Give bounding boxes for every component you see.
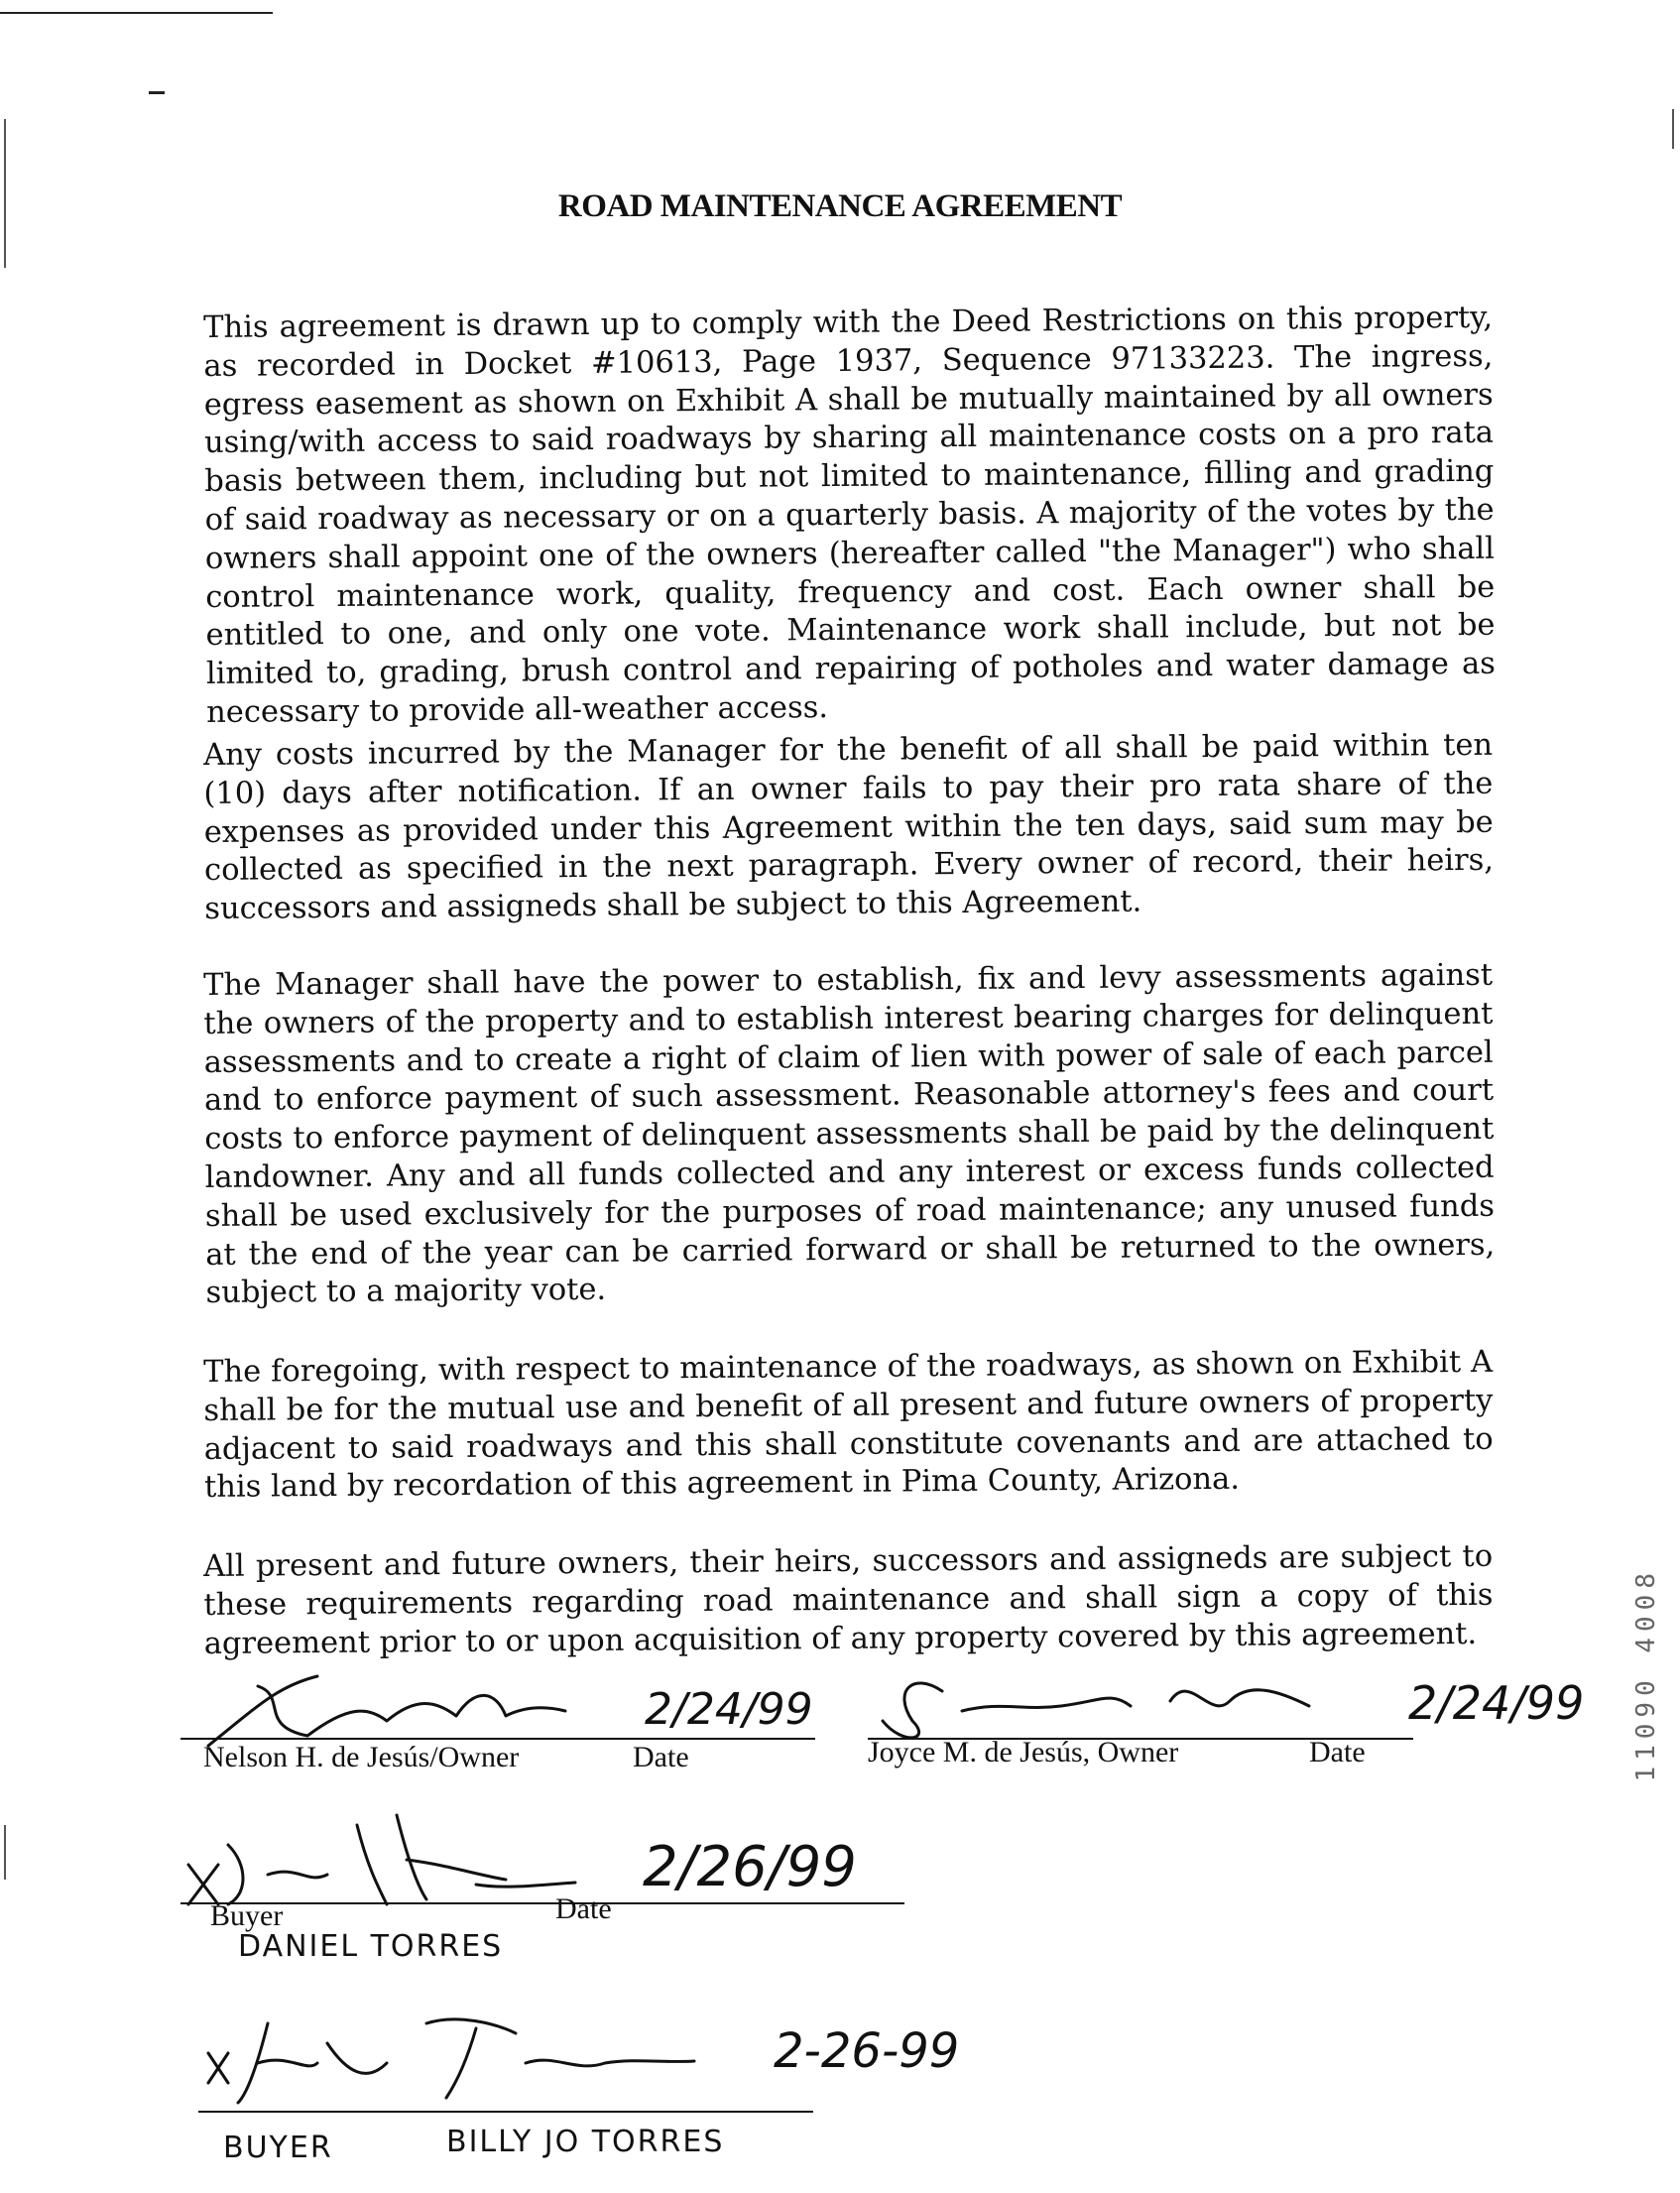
scan-right-mark bbox=[1672, 109, 1674, 149]
scan-dash bbox=[149, 91, 165, 94]
label-buyer1: Buyer bbox=[210, 1899, 284, 1932]
recording-stamp-text: 11090 4008 bbox=[1631, 1567, 1661, 1782]
label-owner1-date: Date bbox=[633, 1741, 689, 1773]
handwritten-name-buyer1: DANIEL TORRES bbox=[238, 1929, 504, 1964]
scan-top-rule bbox=[0, 12, 273, 14]
signature-line-buyer2 bbox=[198, 2111, 813, 2113]
label-buyer2: BUYER bbox=[223, 2131, 333, 2165]
paragraph-1: This agreement is drawn up to comply with the Deed Restrictions on this property, as recorded in Docket #10613, Page 1937, Sequence 97133223. The ingress, egress easement as shown on Exhibit A shall be mutually maintained by all owners using/with access to said roadways by sharing all maintenance costs on a pro rata basis between them, including but not limited to maintenance, filling and grading of said roadway as necessary or on a quarterly basis. A majority of the votes by the owners shall appoint one of the owners (hereafter called "the Manager") who shall control maintenance work, quality, frequency and cost. Each owner shall be entitled to one, and only one vote. Maintenance work shall include, but not be limited to, grading, brush control and repairing of potholes and water damage as necessary to provide all-weather access. bbox=[203, 300, 1496, 730]
signature-line-buyer1 bbox=[180, 1902, 904, 1904]
scan-left-mark bbox=[4, 1825, 6, 1880]
signature-buyer2 bbox=[198, 2004, 734, 2113]
handwritten-date-buyer2: 2-26-99 bbox=[774, 2023, 960, 2079]
paragraph-4: The foregoing, with respect to maintenance of the roadways, as shown on Exhibit A shall be for the mutual use and benefit of all present and future owners of property adjacent to said roadways and this shall constitute covenants and are attached to this land by recordation of this agreement in Pima County, Arizona. bbox=[203, 1344, 1494, 1506]
signature-buyer1 bbox=[179, 1805, 595, 1914]
label-owner2-date: Date bbox=[1309, 1736, 1366, 1768]
label-owner1: Nelson H. de Jesús/Owner bbox=[203, 1741, 520, 1773]
paragraph-2: Any costs incurred by the Manager for the benefit of all shall be paid within ten (10) days after notification. If an owner fails to pay their pro rata share of the expenses as provided under this Agreement within the ten days, said sum may be collected as specified in the next paragraph. Every owner of record, their heirs, successors and assigneds shall be subject to this Agreement. bbox=[203, 727, 1495, 927]
signature-line-owner1 bbox=[180, 1738, 815, 1740]
label-buyer1-date: Date bbox=[555, 1892, 612, 1925]
handwritten-name-buyer2: BILLY JO TORRES bbox=[446, 2125, 725, 2159]
paragraph-5: All present and future owners, their heirs, successors and assigneds are subject to these requirements regarding road maintenance and shall sign a copy of this agreement prior to or upon acquisition of any property covered by this agreement. bbox=[203, 1538, 1494, 1661]
document-title: ROAD MAINTENANCE AGREEMENT bbox=[557, 188, 1123, 224]
handwritten-date-owner1: 2/24/99 bbox=[645, 1684, 813, 1735]
handwritten-date-owner2: 2/24/99 bbox=[1408, 1676, 1585, 1730]
handwritten-date-buyer1: 2/26/99 bbox=[643, 1835, 857, 1899]
paragraph-3: The Manager shall have the power to establish, fix and levy assessments against the owners of the property and to establish interest bearing charges for delinquent assessments and to create a right of claim of lien with power of sale of each parcel and to enforce payment of such assessment. Reasonable attorney's fees and court costs to enforce payment of delinquent assessments shall be paid by the delinquent landowner. Any and all funds collected and any interest or excess funds collected shall be used exclusively for the purposes of road maintenance; any unused funds at the end of the year can be carried forward or shall be returned to the owners, subject to a majority vote. bbox=[203, 957, 1496, 1311]
label-owner2: Joyce M. de Jesús, Owner bbox=[868, 1736, 1179, 1768]
recording-stamp bbox=[1626, 1567, 1666, 1791]
